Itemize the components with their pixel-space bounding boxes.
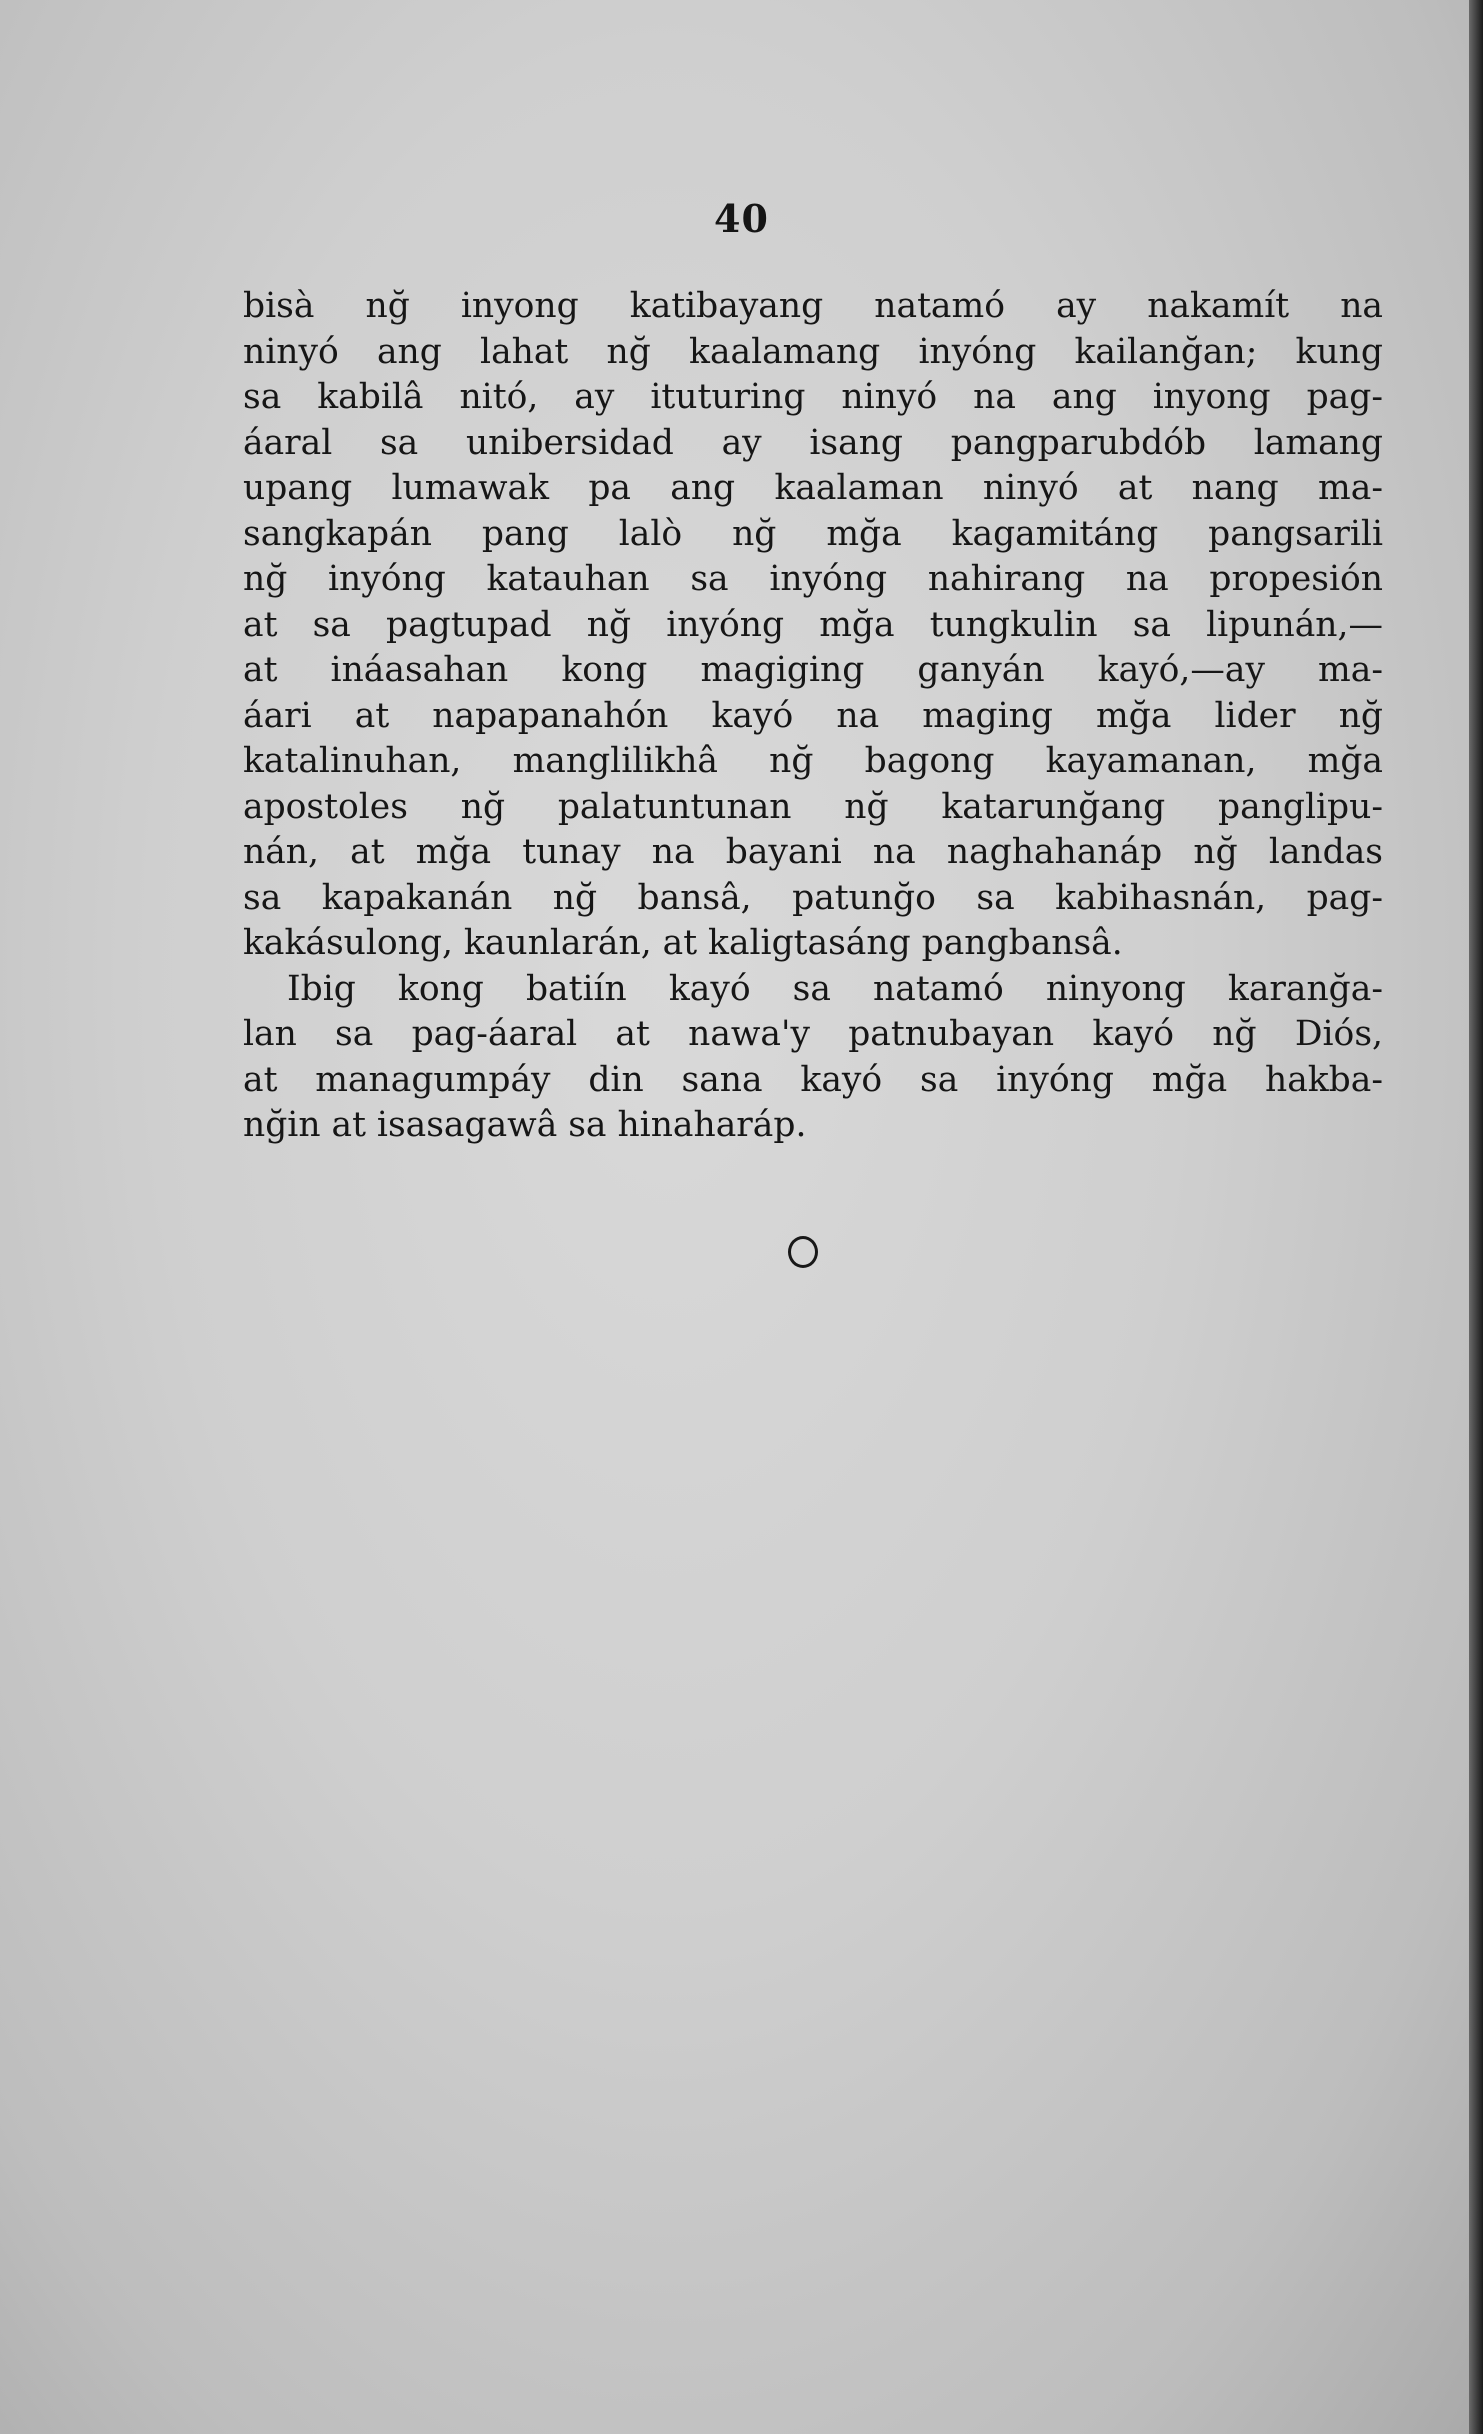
text-line: lan sa pag-áaral at nawa'y patnubayan kayó nğ Diós, [243, 1014, 1383, 1054]
text-line: áari at napapanahón kayó na maging mğa lider nğ [243, 695, 1383, 736]
text-line: apostoles nğ palatuntunan nğ katarunğang panglipu- [243, 786, 1383, 827]
text-line: sa kabilâ nitó, ay ituturing ninyó na ang inyong pag- [243, 377, 1383, 417]
text-line: nán, at mğa tunay na bayani na naghahanáp nğ landas [243, 832, 1383, 872]
text-line: sa kapakanán nğ bansâ, patunğo sa kabihasnán, pag- [243, 877, 1383, 918]
text-line: sangkapán pang lalò nğ mğa kagamitáng pangsarili [243, 513, 1383, 554]
text-line: nğ inyóng katauhan sa inyóng nahirang na propesión [243, 559, 1383, 599]
text-line: kakásulong, kaunlarán, at kaligtasáng pangbansâ. [243, 923, 1123, 963]
text-line: nğin at isasagawâ sa hinaharáp. [243, 1105, 807, 1145]
page-number: 40 [714, 196, 769, 241]
body-text [243, 284, 1383, 1149]
text-line: at ináasahan kong magiging ganyán kayó,—ay ma- [243, 650, 1383, 690]
section-end-ornament [788, 1236, 818, 1268]
text-line: at sa pagtupad nğ inyóng mğa tungkulin sa lipunán,— [243, 604, 1383, 645]
text-line: upang lumawak pa ang kaalaman ninyó at nang ma- [243, 468, 1383, 508]
text-line: at managumpáy din sana kayó sa inyóng mğa hakba- [243, 1059, 1383, 1100]
text-line: bisà nğ inyong katibayang natamó ay nakamít na [243, 286, 1383, 326]
text-line: katalinuhan, manglilikhâ nğ bagong kayamanan, mğa [243, 741, 1383, 781]
scan-edge-shadow [1469, 0, 1483, 2434]
text-line: ninyó ang lahat nğ kaalamang inyóng kailanğan; kung [243, 331, 1383, 372]
text-line: áaral sa unibersidad ay isang pangparubdób lamang [243, 422, 1383, 463]
text-line: Ibig kong batiín kayó sa natamó ninyong karanğa- [287, 968, 1383, 1009]
